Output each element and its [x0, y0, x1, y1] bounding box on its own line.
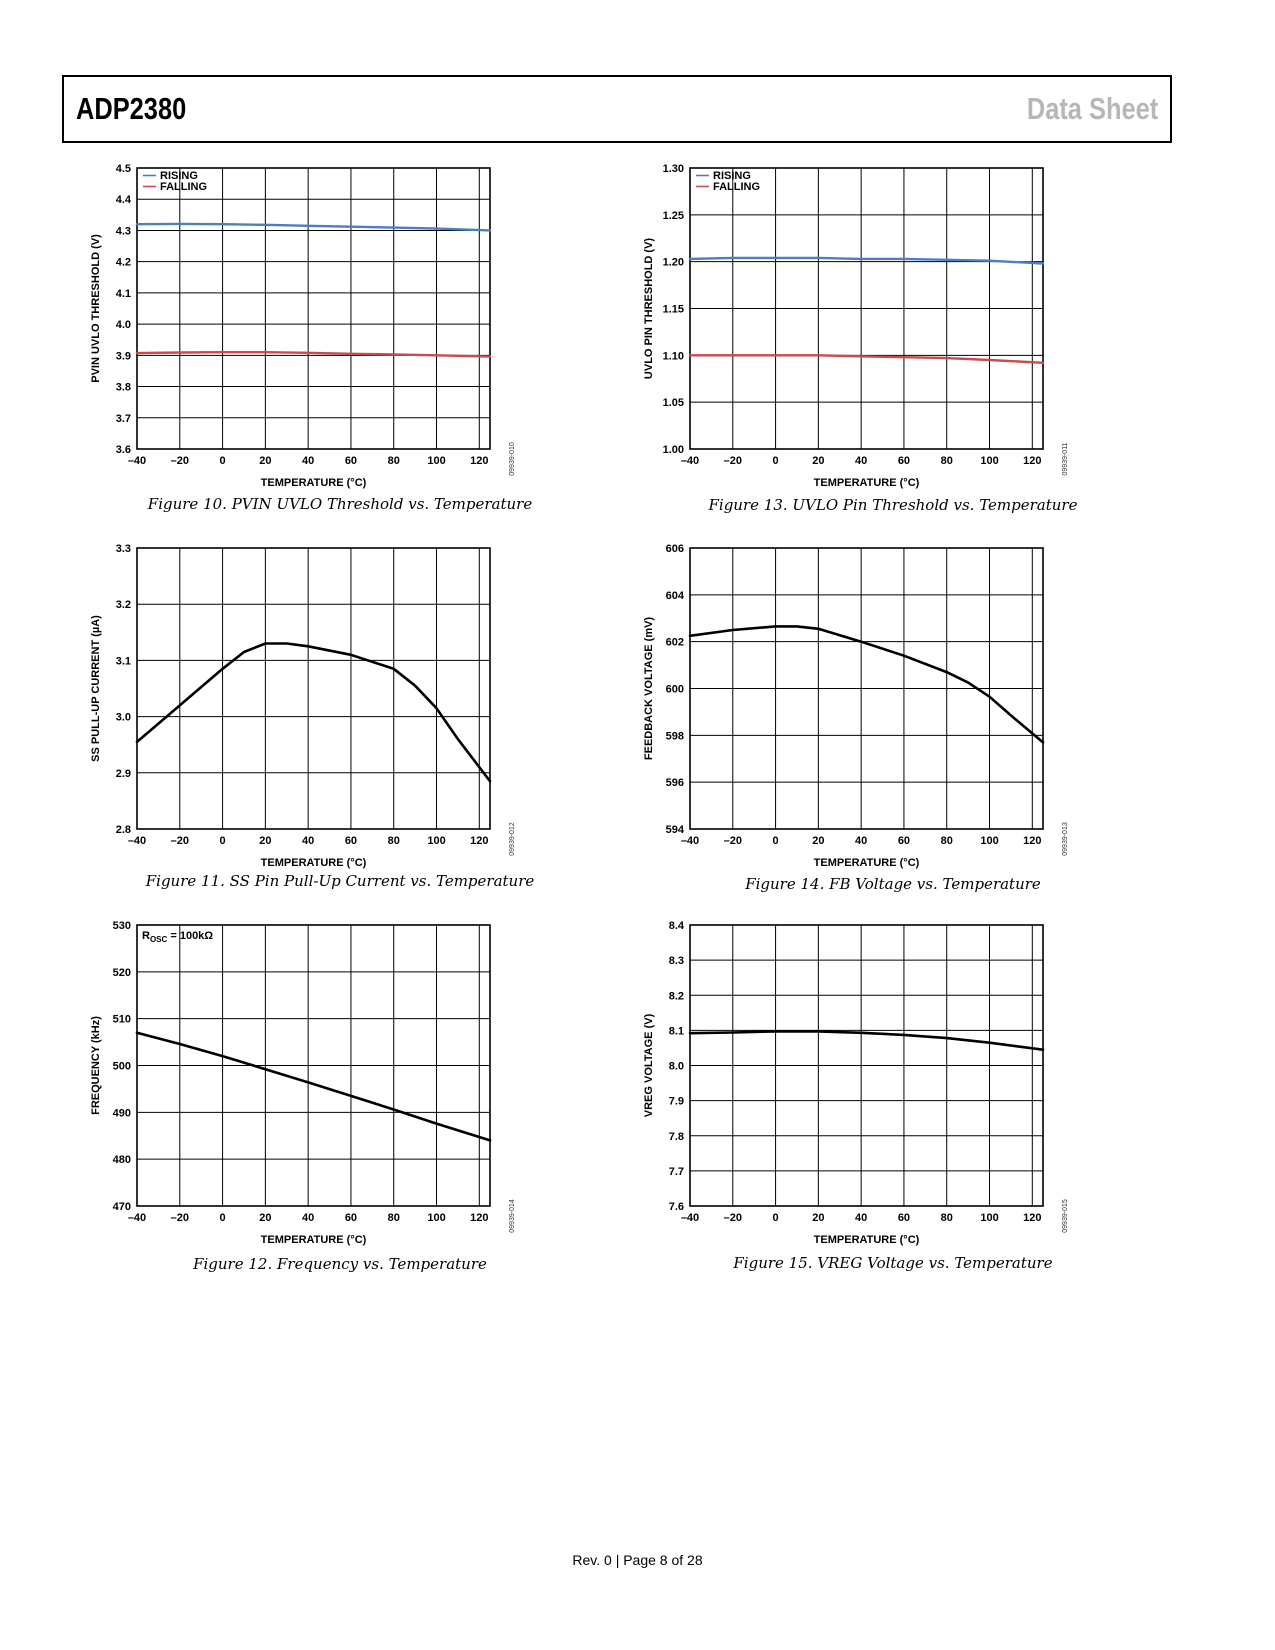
y-tick-label: 1.00: [662, 444, 684, 456]
legend-label: RISING: [713, 170, 751, 182]
series-line: [137, 224, 490, 231]
x-tick-label: 60: [344, 455, 358, 467]
x-tick-label: –40: [680, 835, 700, 847]
y-tick-label: 7.7: [668, 1165, 684, 1178]
y-tick-label: 3.8: [115, 381, 131, 394]
annotation-r: R: [142, 930, 150, 942]
x-tick-label: 120: [470, 835, 489, 847]
x-tick-label: –20: [170, 455, 189, 467]
x-tick-label: –40: [127, 835, 147, 847]
x-tick-label: 80: [940, 835, 953, 847]
y-tick-label: 2.8: [115, 824, 131, 836]
series-line: [690, 355, 1043, 363]
x-axis-label: TEMPERATURE (°C): [260, 477, 367, 489]
x-tick-label: 40: [302, 835, 315, 847]
x-tick-label: 40: [855, 1212, 868, 1224]
x-tick-label: –40: [127, 1212, 147, 1224]
legend-label: RISING: [160, 170, 198, 182]
x-axis-label: TEMPERATURE (°C): [813, 477, 920, 489]
x-tick-label: 100: [980, 1212, 999, 1224]
figure-12: [60, 917, 620, 1292]
chart-uvlo-pin-threshold: [613, 160, 1173, 505]
y-tick-label: 4.2: [115, 256, 131, 269]
series-line: [137, 644, 490, 782]
x-tick-label: 80: [387, 455, 400, 467]
y-tick-label: 606: [665, 543, 684, 555]
y-tick-label: 510: [112, 1013, 131, 1026]
figure-caption: Figure 11. SS Pin Pull-Up Current vs. Temperature: [145, 872, 535, 890]
y-tick-label: 7.9: [668, 1095, 684, 1108]
x-tick-label: 100: [427, 455, 446, 467]
figure-code: 09939-015: [1062, 1199, 1069, 1233]
x-tick-label: 100: [980, 455, 999, 467]
y-tick-label: 7.6: [668, 1201, 684, 1213]
x-tick-label: 60: [897, 1212, 911, 1224]
annotation-subscript: OSC: [149, 935, 168, 944]
series-line: [137, 352, 490, 356]
y-tick-label: 4.0: [115, 319, 131, 332]
x-tick-label: 40: [855, 835, 868, 847]
x-tick-label: 20: [812, 835, 825, 847]
y-tick-label: 3.3: [115, 543, 131, 555]
x-tick-label: –20: [723, 455, 742, 467]
y-axis-label: UVLO PIN THRESHOLD (V): [643, 237, 655, 380]
figure-caption: Figure 15. VREG Voltage vs. Temperature: [733, 1254, 1053, 1272]
figure-caption: Figure 13. UVLO Pin Threshold vs. Temperature: [708, 496, 1078, 514]
x-tick-label: 80: [940, 455, 953, 467]
x-axis-label: TEMPERATURE (°C): [813, 857, 920, 869]
x-tick-label: 60: [344, 835, 358, 847]
y-tick-label: 3.6: [115, 444, 131, 456]
x-tick-label: 60: [344, 1212, 358, 1224]
y-tick-label: 490: [112, 1107, 131, 1120]
y-tick-label: 3.2: [115, 599, 131, 612]
y-tick-label: 596: [665, 777, 684, 790]
y-tick-label: 4.1: [115, 287, 131, 300]
x-tick-label: 0: [772, 455, 779, 467]
y-axis-label: FREQUENCY (kHz): [90, 1016, 102, 1115]
x-tick-label: –20: [170, 1212, 189, 1224]
chart-fb-voltage: [613, 540, 1173, 885]
legend-label: FALLING: [713, 181, 761, 193]
y-tick-label: 480: [112, 1154, 131, 1167]
y-tick-label: 8.3: [668, 955, 684, 968]
y-tick-label: 594: [665, 824, 684, 836]
figure-15: [613, 917, 1173, 1292]
y-tick-label: 1.25: [662, 209, 684, 222]
figure-code: 09939-011: [1062, 442, 1069, 476]
chart-frequency: [60, 917, 620, 1262]
y-tick-label: 598: [665, 730, 684, 743]
figure-10: [60, 160, 620, 535]
legend-label: FALLING: [160, 181, 208, 193]
chart-annotation: [142, 930, 213, 944]
series-line: [137, 1033, 490, 1141]
x-tick-label: 120: [470, 1212, 489, 1224]
x-axis-label: TEMPERATURE (°C): [260, 857, 367, 869]
x-tick-label: 120: [470, 455, 489, 467]
x-tick-label: 0: [772, 1212, 779, 1224]
y-tick-label: 3.0: [115, 711, 131, 724]
x-tick-label: –20: [170, 835, 189, 847]
x-tick-label: –40: [680, 455, 700, 467]
x-tick-label: 40: [855, 455, 868, 467]
y-tick-label: 520: [112, 966, 131, 979]
figure-11: [60, 540, 620, 915]
y-tick-label: 8.2: [668, 990, 684, 1003]
x-tick-label: 120: [1023, 455, 1042, 467]
y-tick-label: 3.7: [115, 412, 131, 425]
plot-frame: [137, 168, 490, 449]
y-tick-label: 604: [665, 589, 684, 602]
y-tick-label: 7.8: [668, 1130, 684, 1143]
x-tick-label: –20: [723, 835, 742, 847]
chart-ss-pullup-current: [60, 540, 620, 885]
x-tick-label: 80: [940, 1212, 953, 1224]
x-tick-label: 40: [302, 1212, 315, 1224]
y-tick-label: 600: [665, 683, 684, 696]
x-tick-label: 20: [259, 835, 272, 847]
y-tick-label: 3.1: [115, 655, 131, 668]
chart-pvin-uvlo-threshold: [60, 160, 620, 505]
y-axis-label: FEEDBACK VOLTAGE (mV): [643, 616, 655, 761]
y-tick-label: 4.5: [115, 163, 131, 175]
figure-code: 09939-013: [1062, 822, 1069, 856]
y-tick-label: 8.4: [668, 920, 684, 932]
x-tick-label: 0: [219, 1212, 226, 1224]
figure-13: [613, 160, 1173, 535]
y-tick-label: 1.15: [662, 303, 684, 316]
x-tick-label: 0: [219, 835, 226, 847]
y-tick-label: 530: [112, 920, 131, 932]
x-tick-label: 120: [1023, 835, 1042, 847]
figure-code: 09939-014: [509, 1199, 516, 1233]
x-tick-label: –20: [723, 1212, 742, 1224]
document-type: Data Sheet: [1026, 91, 1158, 126]
y-tick-label: 1.05: [662, 397, 684, 410]
x-tick-label: –40: [127, 455, 147, 467]
x-tick-label: 20: [259, 455, 272, 467]
y-tick-label: 8.0: [668, 1060, 684, 1073]
x-tick-label: 20: [259, 1212, 272, 1224]
y-axis-label: VREG VOLTAGE (V): [643, 1013, 655, 1118]
y-tick-label: 4.3: [115, 225, 131, 238]
y-tick-label: 4.4: [115, 194, 131, 207]
x-tick-label: –40: [680, 1212, 700, 1224]
x-tick-label: 60: [897, 835, 911, 847]
y-axis-label: PVIN UVLO THRESHOLD (V): [90, 234, 102, 383]
x-axis-label: TEMPERATURE (°C): [813, 1234, 920, 1246]
figure-caption: Figure 10. PVIN UVLO Threshold vs. Temperature: [147, 495, 533, 513]
y-axis-label: SS PULL-UP CURRENT (µA): [90, 615, 102, 762]
x-tick-label: 20: [812, 1212, 825, 1224]
series-line: [690, 626, 1043, 742]
page-header: [62, 75, 1172, 143]
x-tick-label: 20: [812, 455, 825, 467]
figure-caption: Figure 14. FB Voltage vs. Temperature: [745, 875, 1041, 893]
y-tick-label: 500: [112, 1060, 131, 1073]
y-tick-label: 1.10: [662, 350, 684, 363]
x-tick-label: 40: [302, 455, 315, 467]
y-tick-label: 470: [112, 1201, 131, 1213]
x-tick-label: 120: [1023, 1212, 1042, 1224]
series-line: [690, 1031, 1043, 1049]
x-tick-label: 60: [897, 455, 911, 467]
x-tick-label: 100: [427, 1212, 446, 1224]
y-tick-label: 8.1: [668, 1025, 684, 1038]
x-tick-label: 100: [427, 835, 446, 847]
figure-caption: Figure 12. Frequency vs. Temperature: [193, 1255, 487, 1273]
figure-code: 09939-010: [509, 442, 516, 476]
y-tick-label: 3.9: [115, 350, 131, 363]
x-tick-label: 0: [772, 835, 779, 847]
x-tick-label: 80: [387, 1212, 400, 1224]
y-tick-label: 2.9: [115, 767, 131, 780]
y-tick-label: 602: [665, 636, 684, 649]
chart-vreg-voltage: [613, 917, 1173, 1262]
x-axis-label: TEMPERATURE (°C): [260, 1234, 367, 1246]
series-line: [690, 258, 1043, 264]
y-tick-label: 1.20: [662, 256, 684, 269]
plot-frame: [137, 548, 490, 829]
figure-code: 09939-012: [509, 822, 516, 856]
y-tick-label: 1.30: [662, 163, 684, 175]
page-footer: Rev. 0 | Page 8 of 28: [572, 1552, 703, 1568]
x-tick-label: 100: [980, 835, 999, 847]
annotation-value: = 100kΩ: [167, 930, 214, 942]
product-name: ADP2380: [76, 91, 187, 126]
x-tick-label: 80: [387, 835, 400, 847]
x-tick-label: 0: [219, 455, 226, 467]
figure-14: [613, 540, 1173, 915]
